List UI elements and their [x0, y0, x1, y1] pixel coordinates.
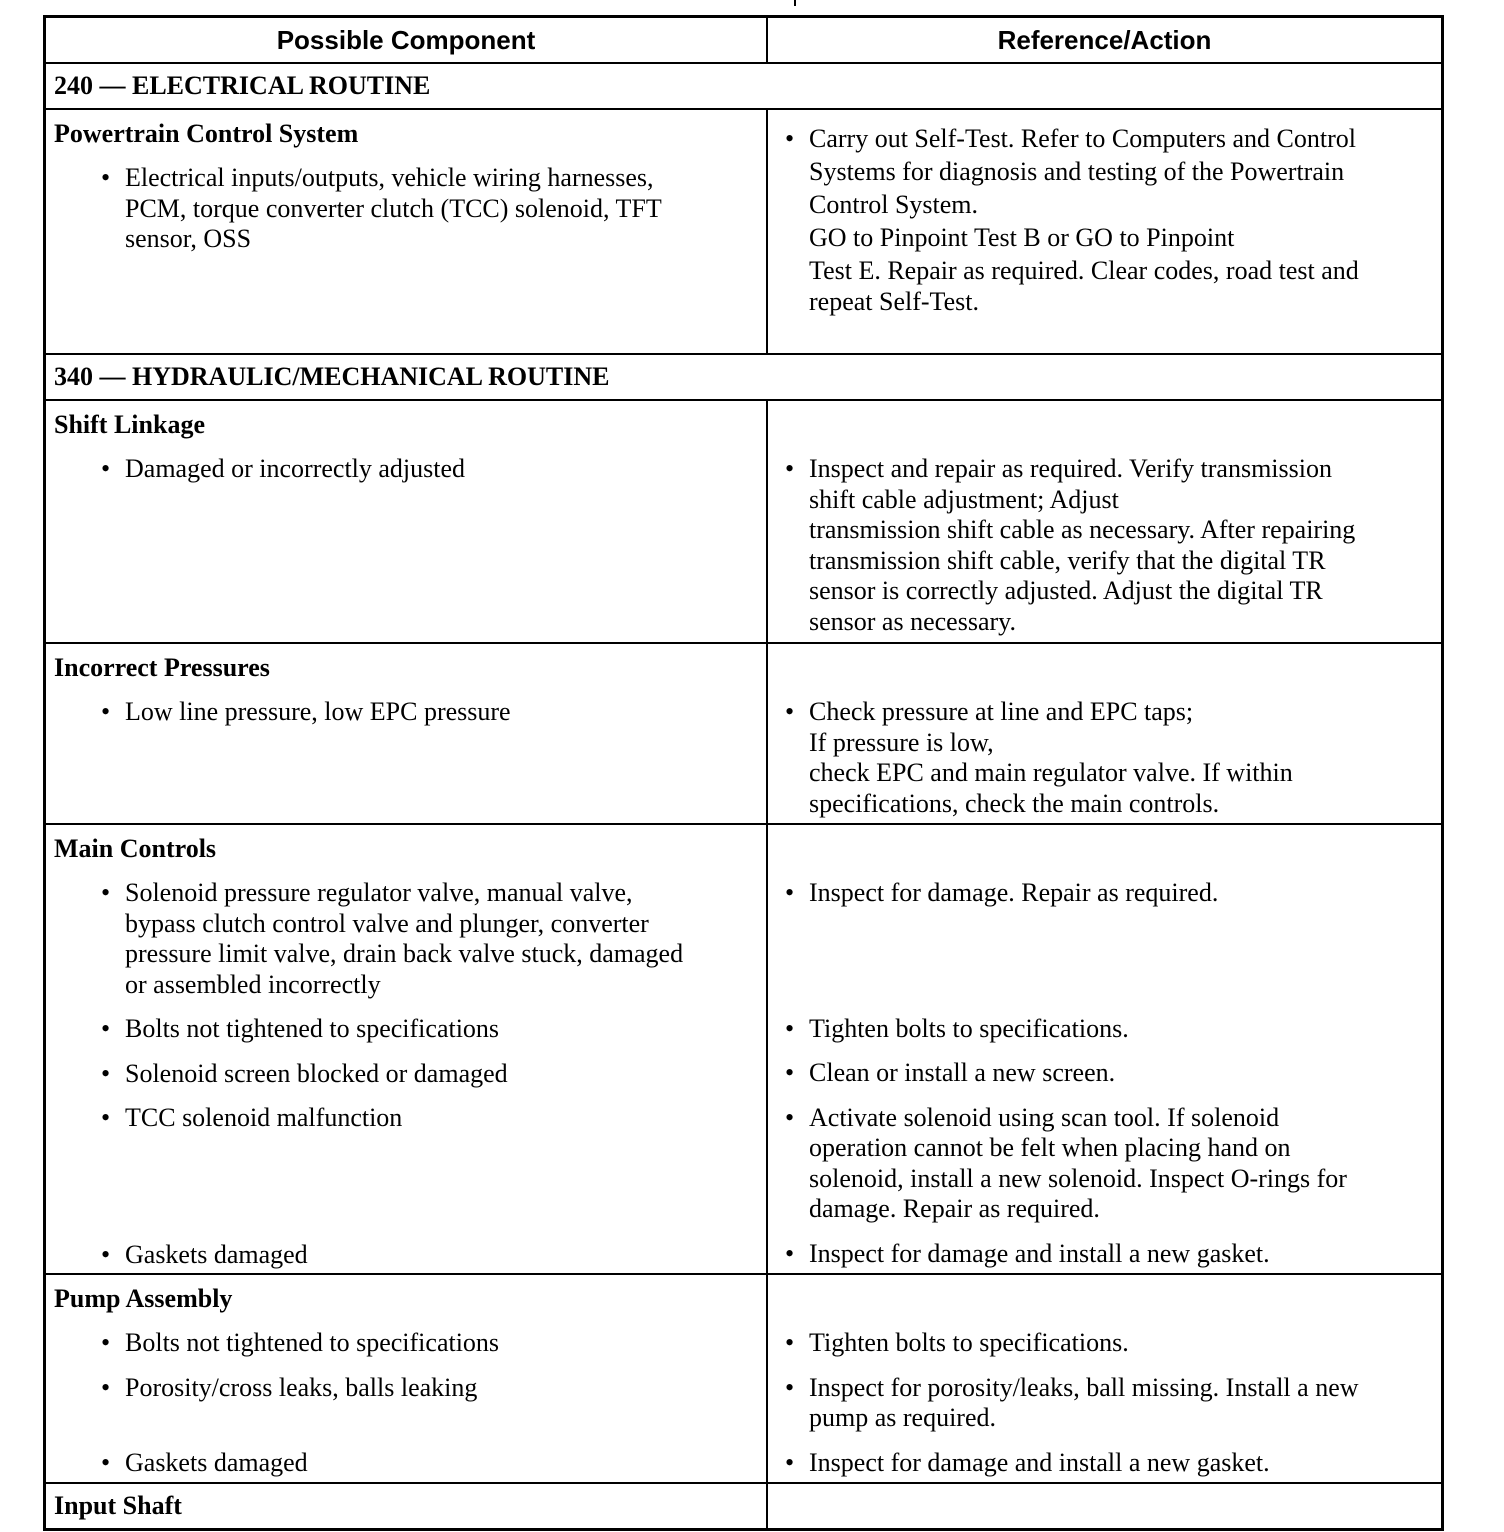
- bullet-icon: •: [101, 454, 111, 483]
- component-item: • Bolts not tightened to specifications: [101, 1328, 500, 1357]
- bullet-icon: •: [101, 1328, 111, 1357]
- component-title: Main Controls: [54, 834, 217, 863]
- action-item: • Clean or install a new screen.: [785, 1058, 1116, 1087]
- header-possible-component: Possible Component: [46, 18, 768, 62]
- table-row-input-shaft: [46, 1482, 1441, 1528]
- table-header-row: [46, 18, 1441, 62]
- bullet-icon: •: [785, 1372, 795, 1402]
- component-item: • Low line pressure, low EPC pressure: [101, 697, 511, 726]
- component-item: • TCC solenoid malfunction: [101, 1103, 403, 1132]
- table-row-pump-assembly: [46, 1273, 1441, 1482]
- bullet-icon: •: [785, 1447, 795, 1477]
- action-item: • Check pressure at line and EPC taps; If pressure is low, check EPC and main regulator valve. If within specifications, check the main controls.: [785, 697, 1293, 818]
- component-title: Incorrect Pressures: [54, 653, 270, 682]
- bullet-icon: •: [101, 878, 111, 907]
- bullet-icon: •: [101, 1103, 111, 1132]
- table-row-main-controls: [46, 823, 1441, 1273]
- bullet-icon: •: [785, 1102, 795, 1132]
- action-item: • Inspect and repair as required. Verify transmission shift cable adjustment; Adjust transmission shift cable as necessary. After repairing transmission shift cable, verify that the digital TR sensor is correctly adjusted. Adjust the digital TR sensor as necessary.: [785, 454, 1356, 636]
- bullet-icon: •: [101, 1372, 111, 1402]
- section-heading-electrical: 240 — ELECTRICAL ROUTINE: [46, 62, 1441, 108]
- bullet-icon: •: [785, 1328, 795, 1357]
- action-item: • Activate solenoid using scan tool. If solenoid operation cannot be felt when placing hand on solenoid, install a new solenoid. Inspect O-rings for damage. Repair as required.: [785, 1102, 1347, 1223]
- bullet-icon: •: [785, 124, 795, 153]
- action-item: • Tighten bolts to specifications.: [785, 1013, 1129, 1043]
- action-item: • Inspect for damage and install a new gasket.: [785, 1238, 1270, 1268]
- bullet-icon: •: [101, 697, 111, 726]
- component-title: Powertrain Control System: [54, 119, 359, 148]
- bullet-icon: •: [785, 1238, 795, 1268]
- bullet-icon: •: [785, 454, 795, 483]
- action-item: • Inspect for porosity/leaks, ball missing. Install a new pump as required.: [785, 1372, 1359, 1432]
- top-edge-mark: [794, 0, 796, 6]
- component-title: Input Shaft: [54, 1491, 182, 1520]
- component-item: • Porosity/cross leaks, balls leaking: [101, 1372, 478, 1402]
- section-heading-hydraulic: 340 — HYDRAULIC/MECHANICAL ROUTINE: [46, 353, 1441, 399]
- action-item: • Carry out Self-Test. Refer to Computers and Control Systems for diagnosis and testing of the Powertrain Control System. GO to Pinpoint Test B or GO to Pinpoint Test E. Repair as required. Clear codes, road test and repeat Self-Test.: [785, 124, 1359, 316]
- action-item: • Tighten bolts to specifications.: [785, 1328, 1129, 1357]
- table-row-incorrect-pressures: [46, 642, 1441, 823]
- component-item: • Solenoid screen blocked or damaged: [101, 1058, 508, 1088]
- component-item: • Solenoid pressure regulator valve, manual valve, bypass clutch control valve and plunger, converter pressure limit valve, drain back valve stuck, damaged or assembled incorrectly: [101, 878, 684, 999]
- bullet-icon: •: [101, 1014, 111, 1043]
- bullet-icon: •: [785, 697, 795, 726]
- action-item: • Inspect for damage. Repair as required.: [785, 878, 1219, 907]
- component-item: • Damaged or incorrectly adjusted: [101, 454, 466, 483]
- diagnosis-table: [43, 15, 1444, 1531]
- table-row-powertrain-control-system: [46, 108, 1441, 353]
- action-item: • Inspect for damage and install a new gasket.: [785, 1447, 1270, 1477]
- bullet-icon: •: [785, 878, 795, 907]
- header-reference-action: Reference/Action: [997, 24, 1212, 55]
- component-title: Pump Assembly: [54, 1284, 233, 1313]
- bullet-icon: •: [101, 163, 111, 192]
- bullet-icon: •: [101, 1239, 111, 1269]
- bullet-icon: •: [101, 1448, 111, 1477]
- bullet-icon: •: [101, 1058, 111, 1088]
- component-title: Shift Linkage: [54, 410, 205, 439]
- component-item: • Bolts not tightened to specifications: [101, 1014, 500, 1043]
- component-item: • Electrical inputs/outputs, vehicle wiring harnesses, PCM, torque converter clutch (TCC) solenoid, TFT sensor, OSS: [101, 163, 662, 253]
- component-item: • Gaskets damaged: [101, 1448, 308, 1477]
- table-row-shift-linkage: [46, 399, 1441, 642]
- bullet-icon: •: [785, 1058, 795, 1087]
- bullet-icon: •: [785, 1013, 795, 1043]
- component-item: • Gaskets damaged: [101, 1239, 308, 1269]
